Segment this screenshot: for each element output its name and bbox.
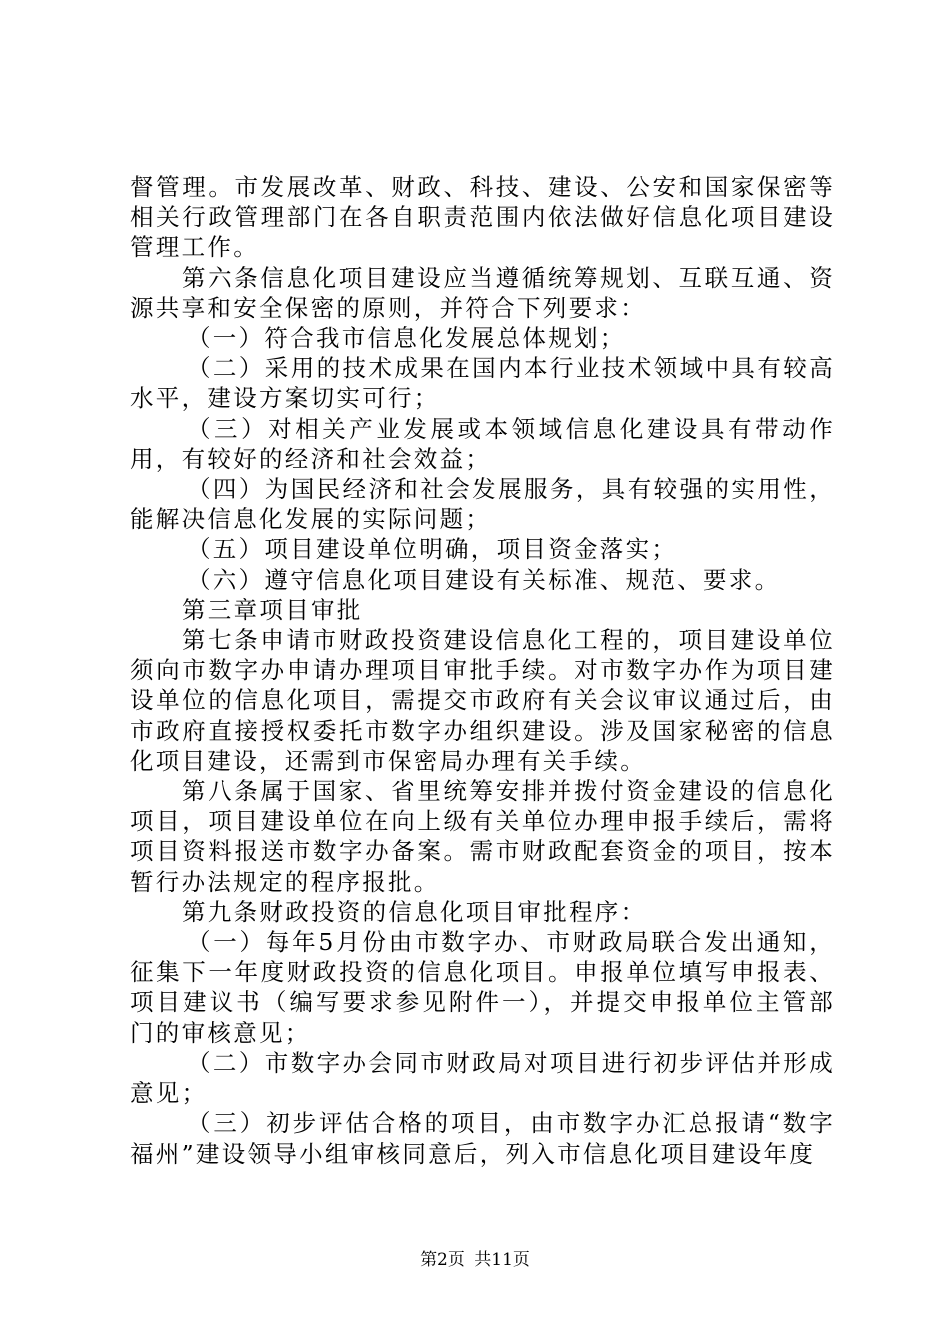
paragraph-procedure-2: （二）市数字办会同市财政局对项目进行初步评估并形成意见； — [130, 1048, 835, 1108]
paragraph-item-4: （四）为国民经济和社会发展服务，具有较强的实用性，能解决信息化发展的实际问题； — [130, 475, 835, 534]
chapter-heading: 第三章项目审批 — [182, 595, 363, 624]
paragraph-article-7: 第七条申请市财政投资建设信息化工程的，项目建设单位须向市数字办申请办理项目审批手续。对市数字办作为项目建设单位的信息化项目，需提交市政府有关会议审议通过后，由市政府直接授权委托市数字办组织建设。涉及国家秘密的信息化项目建设，还需到市保密局办理有关手续。 — [130, 626, 835, 775]
paragraph-item-2: （二）采用的技术成果在国内本行业技术领域中具有较高水平，建设方案切实可行； — [130, 354, 835, 413]
paragraph-procedure-3: （三）初步评估合格的项目，由市数字办汇总报请“数字福州”建设领导小组审核同意后，列入市信息化项目建设年度 — [130, 1109, 835, 1168]
document-body — [130, 172, 835, 1169]
paragraph-item-6: （六）遵守信息化项目建设有关标准、规范、要求。 — [187, 565, 781, 594]
page-total: 共11页 — [474, 1250, 530, 1270]
paragraph-article-6: 第六条信息化项目建设应当遵循统筹规划、互联互通、资源共享和安全保密的原则，并符合下列要求： — [130, 263, 835, 322]
paragraph-item-1: （一）符合我市信息化发展总体规划； — [187, 324, 626, 353]
page-number: 第2页 — [420, 1250, 465, 1270]
paragraph-article-8: 第八条属于国家、省里统筹安排并拨付资金建设的信息化项目，项目建设单位在向上级有关单位办理申报手续后，需将项目资料报送市数字办备案。需市财政配套资金的项目，按本暂行办法规定的程序报批。 — [130, 777, 835, 896]
paragraph-continuation: 督管理。市发展改革、财政、科技、建设、公安和国家保密等相关行政管理部门在各自职责范围内依法做好信息化项目建设管理工作。 — [130, 173, 835, 262]
paragraph-item-5: （五）项目建设单位明确，项目资金落实； — [187, 535, 678, 564]
page-footer — [0, 1245, 950, 1270]
paragraph-procedure-1: （一）每年5月份由市数字办、市财政局联合发出通知，征集下一年度财政投资的信息化项目。申报单位填写申报表、项目建议书（编写要求参见附件一），并提交申报单位主管部门的审核意见； — [130, 928, 835, 1047]
paragraph-item-3: （三）对相关产业发展或本领域信息化建设具有带动作用，有较好的经济和社会效益； — [130, 414, 835, 473]
paragraph-article-9: 第九条财政投资的信息化项目审批程序： — [182, 897, 647, 926]
